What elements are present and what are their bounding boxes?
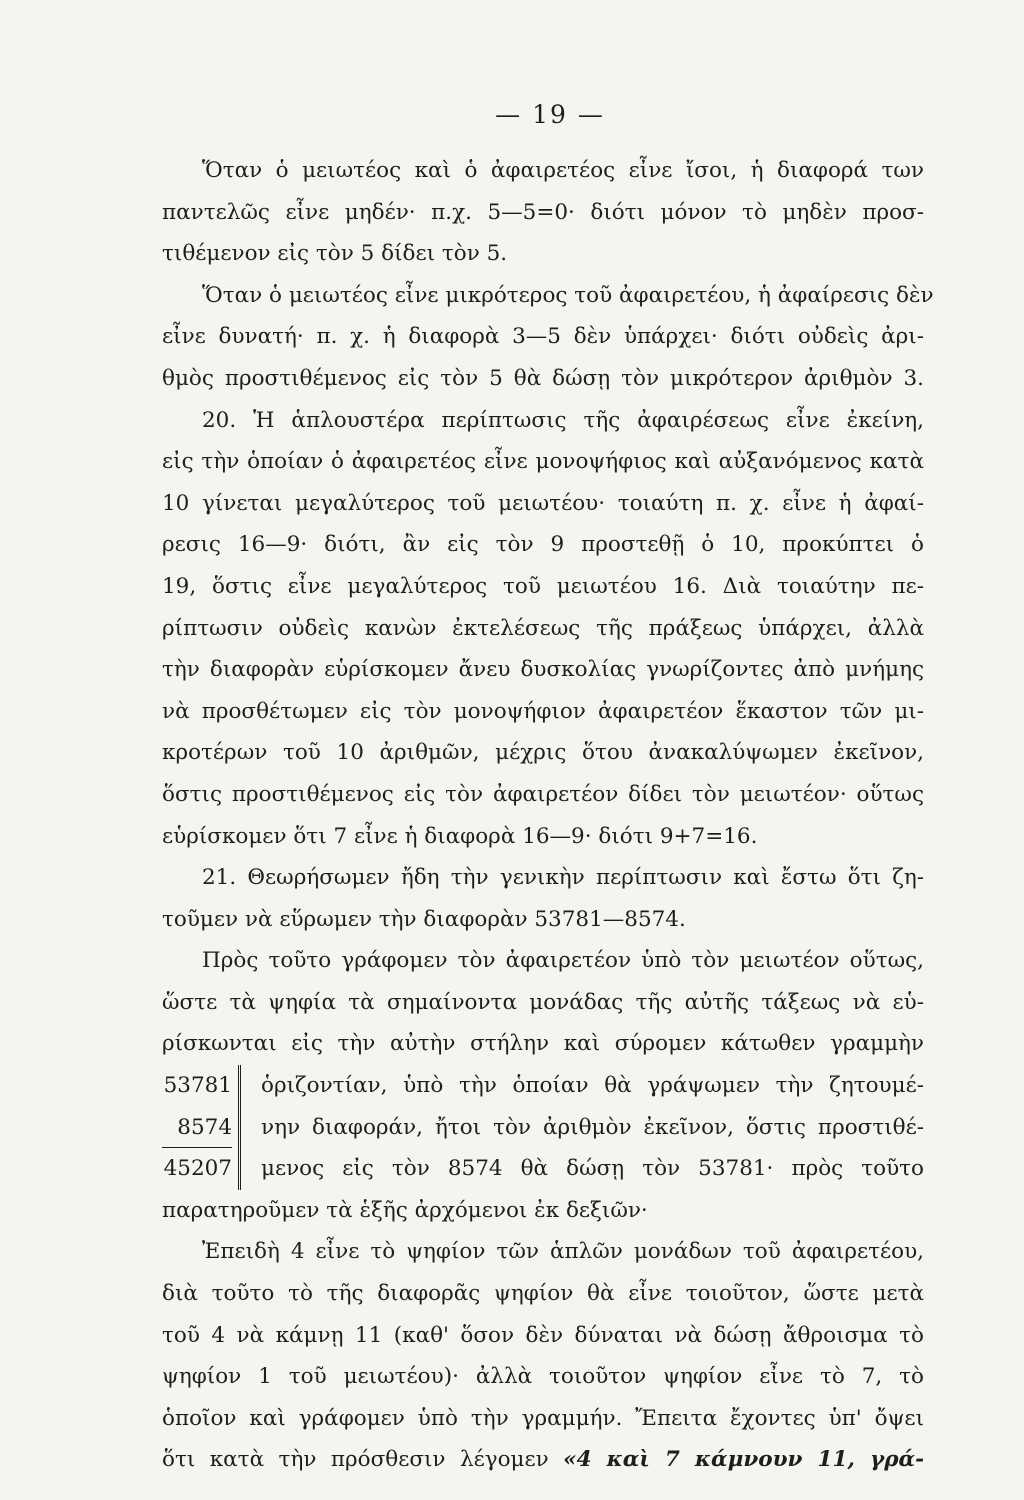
text-line: Πρὸς τοῦτο γράφομεν τὸν ἀφαιρετέον ὑπὸ τὸν μειωτέον οὕτως, — [202, 948, 924, 974]
text-line: Ὅταν ὁ μειωτέος εἶνε μικρότερος τοῦ ἀφαιρετέου, ἡ ἀφαίρεσις δὲν — [202, 282, 934, 308]
subtrahend: 8574 — [162, 1107, 232, 1149]
text-line: κροτέρων τοῦ 10 ἀριθμῶν, μέχρις ὅτου ἀνακαλύψωμεν ἐκεῖνον, — [162, 740, 924, 766]
text-line: ρίσκωνται εἰς τὴν αὐτὴν στήλην καὶ σύρομεν κάτωθεν γραμμὴν — [162, 1031, 924, 1057]
text-line: εἰς τὴν ὁποίαν ὁ ἀφαιρετέος εἶνε μονοψήφιος καὶ αὐξανόμενος κατὰ — [162, 449, 924, 475]
difference: 45207 — [163, 1156, 232, 1182]
text-line: εὑρίσκομεν ὅτι 7 εἶνε ἡ διαφορὰ 16—9· διότι 9+7=16. — [162, 823, 758, 849]
page-number: — 19 — — [495, 100, 605, 129]
text-line: 19, ὅστις εἶνε μεγαλύτερος τοῦ μειωτέου 16. Διὰ τοιαύτην πε- — [162, 573, 924, 599]
subtraction-block — [162, 1065, 924, 1190]
text-line: διὰ τοῦτο τὸ τῆς διαφορᾶς ψηφίον θὰ εἶνε τοιοῦτον, ὥστε μετὰ — [162, 1281, 924, 1307]
text-line: παρατηροῦμεν τὰ ἑξῆς ἀρχόμενοι ἐκ δεξιῶν· — [162, 1197, 648, 1223]
text-line: παντελῶς εἶνε μηδέν· π.χ. 5—5=0· διότι μόνον τὸ μηδὲν προσ- — [162, 199, 924, 225]
text-line: 10 γίνεται μεγαλύτερος τοῦ μειωτέου· τοιαύτη π. χ. εἶνε ἡ ἀφαί- — [162, 490, 924, 516]
text-line: ὥστε τὰ ψηφία τὰ σημαίνοντα μονάδας τῆς αὐτῆς τάξεως νὰ εὑ- — [162, 989, 924, 1015]
text-line: τοῦμεν νὰ εὕρωμεν τὴν διαφορὰν 53781—8574. — [162, 906, 686, 932]
text-line: ὅστις προστιθέμενος εἰς τὸν ἀφαιρετέον δίδει τὸν μειωτέον· οὕτως — [162, 781, 924, 807]
text-line: εἶνε δυνατή· π. χ. ἡ διαφορὰ 3—5 δὲν ὑπάρχει· διότι οὐδεὶς ἀρι- — [162, 324, 924, 350]
text-line: ψηφίον 1 τοῦ μειωτέου)· ἀλλὰ τοιοῦτον ψηφίον εἶνε τὸ 7, τὸ — [162, 1364, 924, 1390]
text-line: ὁριζοντίαν, ὑπὸ τὴν ὁποίαν θὰ γράψωμεν τὴν ζητουμέ- — [261, 1073, 924, 1099]
text-line: ὁποῖον καὶ γράφομεν ὑπὸ τὴν γραμμήν. Ἔπειτα ἔχοντες ὑπ' ὄψει — [162, 1405, 924, 1431]
text-line: τιθέμενον εἰς τὸν 5 δίδει τὸν 5. — [162, 241, 508, 267]
text-line: τὴν διαφορὰν εὑρίσκομεν ἄνευ δυσκολίας γνωρίζοντες ἀπὸ μνήμης — [162, 657, 924, 683]
minuend: 53781 — [163, 1073, 232, 1099]
paragraph-21-start: 21. Θεωρήσωμεν ἤδη τὴν γενικὴν περίπτωσιν καὶ ἔστω ὅτι ζη- — [202, 865, 924, 891]
text-span: ὅτι κατὰ τὴν πρόσθεσιν λέγομεν — [162, 1447, 549, 1473]
text-line: μενος εἰς τὸν 8574 θὰ δώσῃ τὸν 53781· πρὸς τοῦτο — [261, 1156, 924, 1182]
body-text — [162, 150, 934, 1481]
text-line: Ὅταν ὁ μειωτέος καὶ ὁ ἀφαιρετέος εἶνε ἴσοι, ἡ διαφορά των — [202, 158, 924, 183]
text-line: τοῦ 4 νὰ κάμνῃ 11 (καθ' ὅσον δὲν δύναται νὰ δώσῃ ἄθροισμα τὸ — [162, 1322, 924, 1348]
side-text — [241, 1065, 924, 1190]
text-line: νὰ προσθέτωμεν εἰς τὸν μονοψήφιον ἀφαιρετέον ἕκαστον τῶν μι- — [162, 698, 924, 724]
subtraction-column — [162, 1065, 241, 1190]
quoted-phrase: «4 καὶ 7 κάμνουν 11, γρά- — [563, 1447, 924, 1473]
paragraph-20-start: 20. Ἡ ἁπλουστέρα περίπτωσις τῆς ἀφαιρέσεως εἶνε ἐκείνη, — [202, 407, 924, 433]
last-text-line — [162, 1439, 924, 1481]
text-line: θμὸς προστιθέμενος εἰς τὸν 5 θὰ δώσῃ τὸν μικρότερον ἀριθμὸν 3. — [162, 365, 924, 391]
text-line: Ἐπειδὴ 4 εἶνε τὸ ψηφίον τῶν ἁπλῶν μονάδων τοῦ ἀφαιρετέου, — [202, 1239, 924, 1265]
text-line: νην διαφοράν, ἤτοι τὸν ἀριθμὸν ἐκεῖνον, ὅστις προστιθέ- — [261, 1114, 924, 1140]
text-line: ρίπτωσιν οὐδεὶς κανὼν ἐκτελέσεως τῆς πράξεως ὑπάρχει, ἀλλὰ — [162, 615, 924, 641]
text-line: ρεσις 16—9· διότι, ἂν εἰς τὸν 9 προστεθῇ ὁ 10, προκύπτει ὁ — [162, 532, 924, 558]
